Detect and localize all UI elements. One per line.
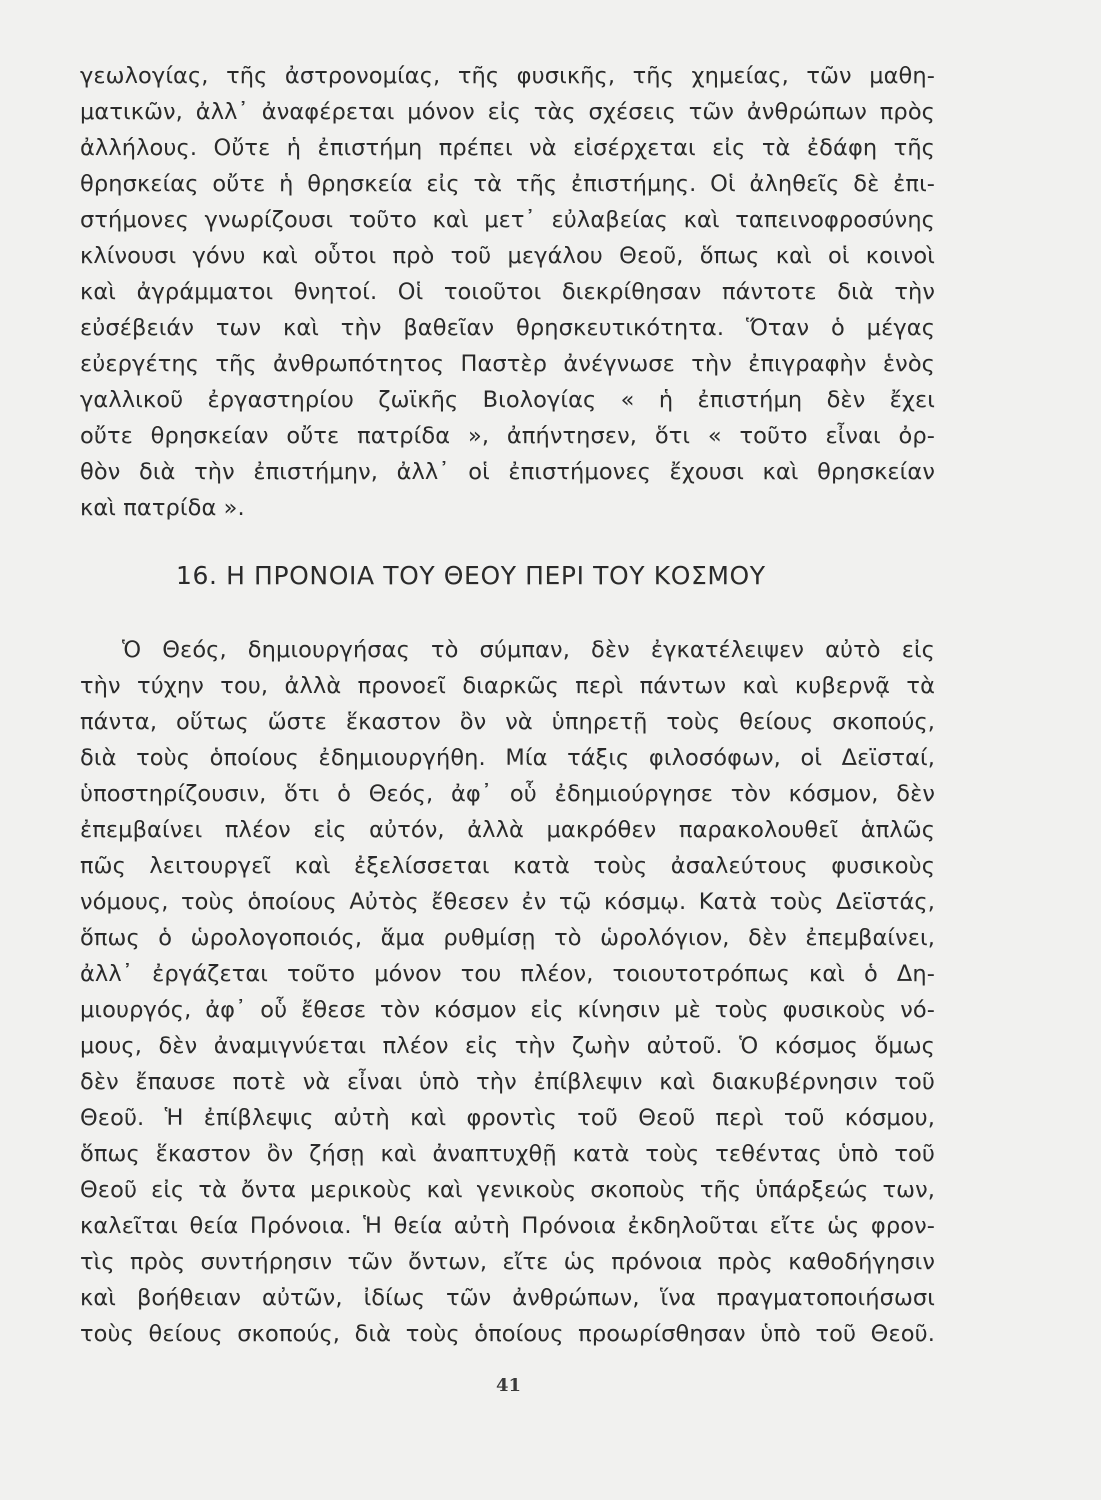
text-line: ὑποστηρίζουσιν, ὅτι ὁ Θεός, ἀφ᾽ οὗ ἐδημιούργησε τὸν κόσμον, δὲν (80, 781, 935, 807)
text-line: πῶς λειτουργεῖ καὶ ἐξελίσσεται κατὰ τοὺς ἀσαλεύτους φυσικοὺς (80, 853, 935, 879)
text-line: διὰ τοὺς ὁποίους ἐδημιουργήθη. Μία τάξις φιλοσόφων, οἱ Δεϊσταί, (80, 745, 935, 771)
text-line: κλίνουσι γόνυ καὶ οὗτοι πρὸ τοῦ μεγάλου Θεοῦ, ὅπως καὶ οἱ κοινοὶ (80, 243, 935, 269)
page-number: 41 (496, 1375, 522, 1396)
text-line: θρησκείας οὔτε ἡ θρησκεία εἰς τὰ τῆς ἐπιστήμης. Οἱ ἀληθεῖς δὲ ἐπι- (80, 171, 935, 197)
text-line: Θεοῦ εἰς τὰ ὄντα μερικοὺς καὶ γενικοὺς σκοποὺς τῆς ὑπάρξεώς των, (80, 1177, 935, 1203)
text-line: εὐεργέτης τῆς ἀνθρωπότητος Παστὲρ ἀνέγνωσε τὴν ἐπιγραφὴν ἑνὸς (80, 351, 935, 377)
text-line: δὲν ἔπαυσε ποτὲ νὰ εἶναι ὑπὸ τὴν ἐπίβλεψιν καὶ διακυβέρνησιν τοῦ (80, 1069, 935, 1095)
text-line: μους, δὲν ἀναμιγνύεται πλέον εἰς τὴν ζωὴν αὐτοῦ. Ὁ κόσμος ὅμως (80, 1033, 935, 1059)
text-line: ἀλλ᾽ ἐργάζεται τοῦτο μόνον του πλέον, τοιουτοτρόπως καὶ ὁ Δη- (80, 961, 935, 987)
text-line: γεωλογίας, τῆς ἀστρονομίας, τῆς φυσικῆς, τῆς χημείας, τῶν μαθη- (80, 63, 935, 89)
text-line: θὸν διὰ τὴν ἐπιστήμην, ἀλλ᾽ οἱ ἐπιστήμονες ἔχουσι καὶ θρησκείαν (80, 459, 935, 485)
text-line: καὶ ἀγράμματοι θνητοί. Οἱ τοιοῦτοι διεκρίθησαν πάντοτε διὰ τὴν (80, 279, 935, 305)
text-line: τὴν τύχην του, ἀλλὰ προνοεῖ διαρκῶς περὶ πάντων καὶ κυβερνᾷ τὰ (80, 673, 935, 699)
text-line: ἐπεμβαίνει πλέον εἰς αὐτόν, ἀλλὰ μακρόθεν παρακολουθεῖ ἁπλῶς (80, 817, 935, 843)
text-line: Ὁ Θεός, δημιουργήσας τὸ σύμπαν, δὲν ἐγκατέλειψεν αὐτὸ εἰς (122, 637, 935, 663)
text-line: πάντα, οὕτως ὥστε ἕκαστον ὂν νὰ ὑπηρετῇ τοὺς θείους σκοπούς, (80, 709, 935, 735)
text-line: ὅπως ὁ ὡρολογοποιός, ἅμα ρυθμίσῃ τὸ ὡρολόγιον, δὲν ἐπεμβαίνει, (80, 925, 935, 951)
text-line: στήμονες γνωρίζουσι τοῦτο καὶ μετ᾽ εὐλαβείας καὶ ταπεινοφροσύνης (80, 207, 935, 233)
text-line: Θεοῦ. Ἡ ἐπίβλεψις αὐτὴ καὶ φροντὶς τοῦ Θεοῦ περὶ τοῦ κόσμου, (80, 1105, 935, 1131)
text-line: ματικῶν, ἀλλ᾽ ἀναφέρεται μόνον εἰς τὰς σχέσεις τῶν ἀνθρώπων πρὸς (80, 99, 935, 125)
text-line: καὶ βοήθειαν αὐτῶν, ἰδίως τῶν ἀνθρώπων, ἵνα πραγματοποιήσωσι (80, 1285, 935, 1311)
text-line: τὶς πρὸς συντήρησιν τῶν ὄντων, εἴτε ὡς πρόνοια πρὸς καθοδήγησιν (80, 1249, 935, 1275)
text-line: γαλλικοῦ ἐργαστηρίου ζωϊκῆς Βιολογίας « ἡ ἐπιστήμη δὲν ἔχει (80, 387, 935, 413)
text-line: καλεῖται θεία Πρόνοια. Ἡ θεία αὐτὴ Πρόνοια ἐκδηλοῦται εἴτε ὡς φρον- (80, 1213, 935, 1239)
text-line: νόμους, τοὺς ὁποίους Αὐτὸς ἔθεσεν ἐν τῷ κόσμῳ. Κατὰ τοὺς Δεϊστάς, (80, 889, 935, 915)
text-line: εὐσέβειάν των καὶ τὴν βαθεῖαν θρησκευτικότητα. Ὅταν ὁ μέγας (80, 315, 935, 341)
text-line: ἀλλήλους. Οὔτε ἡ ἐπιστήμη πρέπει νὰ εἰσέρχεται εἰς τὰ ἐδάφη τῆς (80, 135, 935, 161)
text-line: ὅπως ἕκαστον ὂν ζήσῃ καὶ ἀναπτυχθῇ κατὰ τοὺς τεθέντας ὑπὸ τοῦ (80, 1141, 935, 1167)
section-heading: 16. Η ΠΡΟΝΟΙΑ ΤΟΥ ΘΕΟΥ ΠΕΡΙ ΤΟΥ ΚΟΣΜΟΥ (176, 561, 766, 590)
text-line: οὔτε θρησκείαν οὔτε πατρίδα », ἀπήντησεν, ὅτι « τοῦτο εἶναι ὀρ- (80, 423, 935, 449)
text-line: τοὺς θείους σκοπούς, διὰ τοὺς ὁποίους προωρίσθησαν ὑπὸ τοῦ Θεοῦ. (80, 1321, 935, 1347)
text-line: μιουργός, ἀφ᾽ οὗ ἔθεσε τὸν κόσμον εἰς κίνησιν μὲ τοὺς φυσικοὺς νό- (80, 997, 935, 1023)
text-line: καὶ πατρίδα ». (80, 495, 245, 521)
